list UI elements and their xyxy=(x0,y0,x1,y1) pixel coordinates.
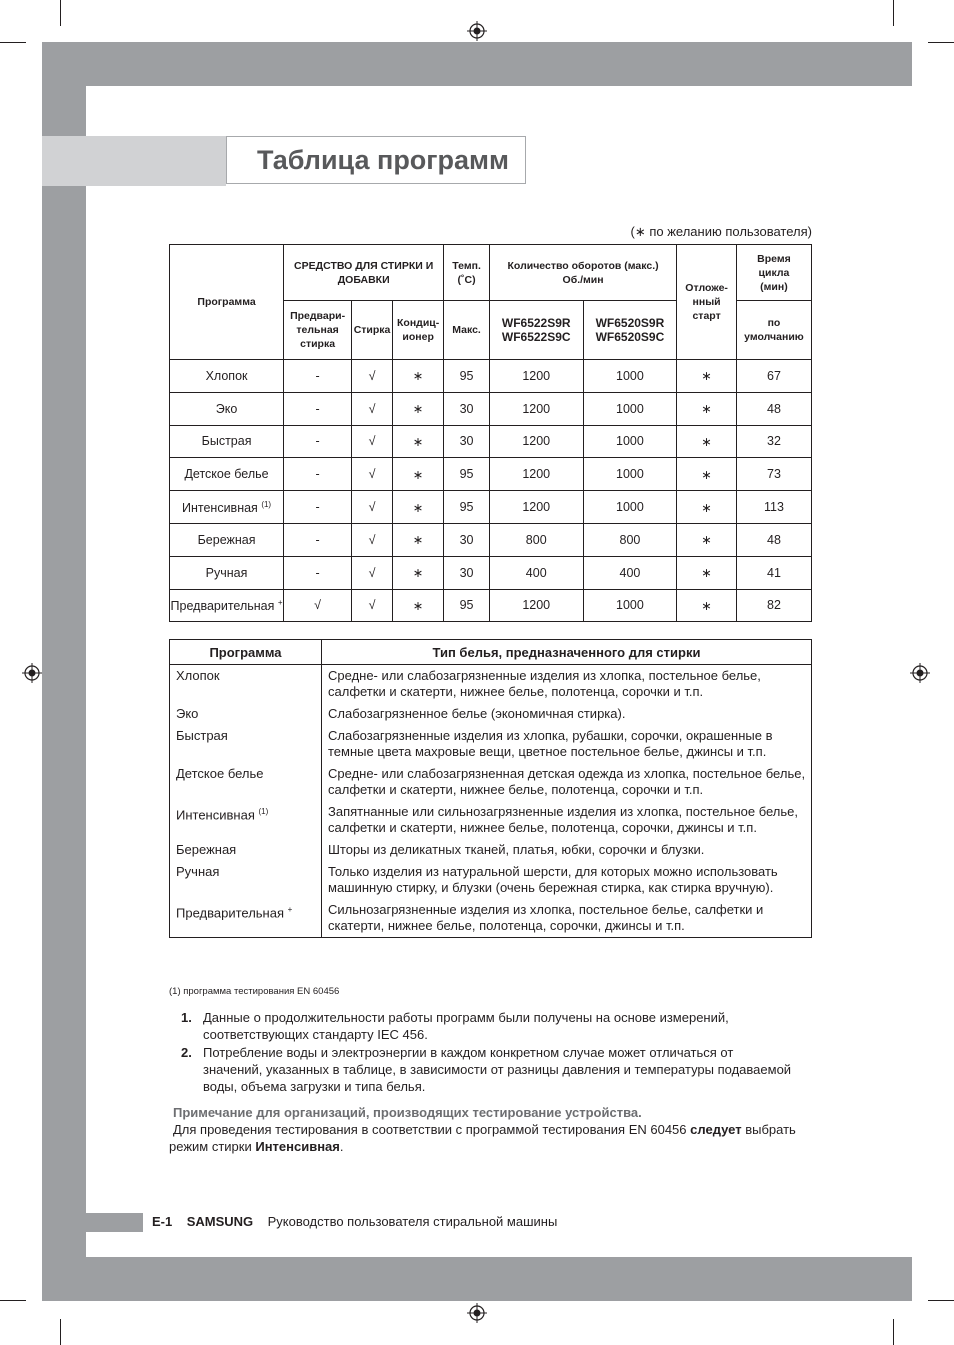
note-text: Потребление воды и электроэнергии в каждом конкретном случае может отличаться от значений, указанных в таблице, в зависимости от разницы давления и температуры подаваемой воды, объема загрузки и типа белья. xyxy=(203,1045,792,1094)
cell-time: 41 xyxy=(736,556,811,589)
remark-bold: Интенсивная xyxy=(255,1139,340,1154)
cell-spin-b: 1000 xyxy=(583,589,677,622)
cell-delay: ∗ xyxy=(677,392,737,425)
cell-time: 67 xyxy=(736,360,811,393)
th-cycle-default: по умолчанию xyxy=(736,301,811,360)
program-superscript: (1) xyxy=(258,807,269,816)
cell-description: Шторы из деликатных тканей, платья, юбки, сорочки и блузки. xyxy=(322,839,812,861)
cell-spin-b: 400 xyxy=(583,556,677,589)
th-fabric-program: Программа xyxy=(170,640,322,665)
crop-mark xyxy=(0,1300,26,1301)
cell-prewash: - xyxy=(284,556,352,589)
cell-delay: ∗ xyxy=(677,523,737,556)
program-superscript: + xyxy=(287,905,293,914)
table-row xyxy=(170,861,812,899)
program-name: Ручная xyxy=(176,864,220,879)
crop-mark xyxy=(928,42,954,43)
note-item xyxy=(175,1009,795,1043)
cell-spin-b: 1000 xyxy=(583,491,677,524)
cell-wash: √ xyxy=(352,360,393,393)
program-name: Быстрая xyxy=(176,728,228,743)
remark-text: Для проведения тестирования в соответствии с программой тестирования EN 60456 xyxy=(173,1122,687,1137)
title-box xyxy=(226,136,526,184)
table-row xyxy=(170,392,812,425)
th-delay: Отложе-нный старт xyxy=(677,245,737,360)
cell-delay: ∗ xyxy=(677,589,737,622)
cell-time: 32 xyxy=(736,425,811,458)
cell-description: Сильнозагрязненные изделия из хлопка, постельное белье, салфетки и скатерти, нижнее белье, полотенца, сорочки, джинсы и т.п. xyxy=(322,899,812,938)
table-row xyxy=(170,725,812,763)
crop-mark xyxy=(60,0,61,26)
program-name: Быстрая xyxy=(201,434,252,449)
cell-temp: 95 xyxy=(444,491,490,524)
cell-program xyxy=(170,392,284,425)
page-number: E-1 xyxy=(152,1214,173,1229)
cell-description: Только изделия из натуральной шерсти, для которых можно использовать машинную стирку, и блузки (очень бережная стирка, как стирка вручную). xyxy=(322,861,812,899)
note-number: 2. xyxy=(181,1045,192,1060)
table-row xyxy=(170,458,812,491)
cell-spin-a: 1200 xyxy=(489,360,583,393)
cell-program xyxy=(170,861,322,899)
cell-prewash: √ xyxy=(284,589,352,622)
cell-program xyxy=(170,703,322,725)
cell-spin-a: 400 xyxy=(489,556,583,589)
cell-wash: √ xyxy=(352,392,393,425)
remark-text: выбрать режим стирки xyxy=(169,1122,796,1154)
cell-softener: ∗ xyxy=(393,589,444,622)
cell-delay: ∗ xyxy=(677,425,737,458)
top-gray-band xyxy=(42,42,912,86)
optional-note: (∗ по желанию пользователя) xyxy=(630,224,812,239)
registration-mark-icon xyxy=(467,1303,487,1323)
table-row xyxy=(170,589,812,622)
cell-time: 73 xyxy=(736,458,811,491)
brand-name: SAMSUNG xyxy=(186,1214,254,1229)
program-name: Интенсивная xyxy=(176,807,255,823)
table-row xyxy=(170,763,812,801)
program-superscript: + xyxy=(277,597,283,607)
cell-spin-b: 1000 xyxy=(583,458,677,491)
note-number: 1. xyxy=(181,1010,192,1025)
cell-time: 82 xyxy=(736,589,811,622)
cell-spin-a: 1200 xyxy=(489,589,583,622)
remark-body xyxy=(169,1121,809,1155)
cell-program xyxy=(170,899,322,938)
cell-softener: ∗ xyxy=(393,425,444,458)
cell-temp: 95 xyxy=(444,458,490,491)
cell-softener: ∗ xyxy=(393,360,444,393)
program-name: Предварительная xyxy=(170,599,275,614)
cell-wash: √ xyxy=(352,556,393,589)
cell-prewash: - xyxy=(284,523,352,556)
table-row xyxy=(170,703,812,725)
cell-description: Слабозагрязненные изделия из хлопка, рубашки, сорочки, окрашенные в темные цвета махровые вещи, цветное постельное белье, джинсы и т.п. xyxy=(322,725,812,763)
table-row xyxy=(170,360,812,393)
th-softener: Кондиц-ионер xyxy=(393,301,444,360)
cell-spin-a: 1200 xyxy=(489,392,583,425)
cell-wash: √ xyxy=(352,425,393,458)
crop-mark xyxy=(60,1319,61,1345)
registration-mark-icon xyxy=(910,663,930,683)
program-name: Хлопок xyxy=(205,368,248,383)
program-name: Детское белье xyxy=(184,467,269,482)
th-fabric-type: Тип белья, предназначенного для стирки xyxy=(322,640,812,665)
th-temp: Темп. (˚C) xyxy=(444,245,490,301)
cell-wash: √ xyxy=(352,523,393,556)
cell-program xyxy=(170,458,284,491)
cell-spin-a: 1200 xyxy=(489,491,583,524)
cell-description: Запятнанные или сильнозагрязненные изделия из хлопка, постельное белье, салфетки и скатерти, нижнее белье, полотенца, сорочки, джинсы и т.п. xyxy=(322,801,812,839)
cell-program xyxy=(170,763,322,801)
cell-time: 48 xyxy=(736,392,811,425)
cell-spin-b: 1000 xyxy=(583,392,677,425)
cell-program xyxy=(170,360,284,393)
title-gray-panel xyxy=(42,136,226,186)
cell-time: 113 xyxy=(736,491,811,524)
cell-temp: 95 xyxy=(444,360,490,393)
remark-end: . xyxy=(339,1139,344,1154)
note-item xyxy=(175,1044,795,1095)
cell-delay: ∗ xyxy=(677,556,737,589)
registration-mark-icon xyxy=(467,21,487,41)
th-detergent: СРЕДСТВО ДЛЯ СТИРКИ И ДОБАВКИ xyxy=(284,245,444,301)
program-name: Хлопок xyxy=(176,668,220,683)
cell-temp: 30 xyxy=(444,392,490,425)
cell-spin-a: 1200 xyxy=(489,458,583,491)
cell-program xyxy=(170,725,322,763)
cell-delay: ∗ xyxy=(677,491,737,524)
crop-mark xyxy=(893,0,894,26)
table-row xyxy=(170,556,812,589)
th-wash: Стирка xyxy=(352,301,393,360)
table-row xyxy=(170,801,812,839)
cell-prewash: - xyxy=(284,491,352,524)
cell-temp: 30 xyxy=(444,556,490,589)
th-cycle: Время цикла (мин) xyxy=(736,245,811,301)
cell-softener: ∗ xyxy=(393,458,444,491)
page-title: Таблица программ xyxy=(256,144,509,175)
cell-wash: √ xyxy=(352,458,393,491)
cell-softener: ∗ xyxy=(393,491,444,524)
cell-temp: 30 xyxy=(444,425,490,458)
cell-temp: 30 xyxy=(444,523,490,556)
program-name: Эко xyxy=(215,401,238,416)
th-program: Программа xyxy=(170,245,284,360)
cell-prewash: - xyxy=(284,458,352,491)
cell-program xyxy=(170,801,322,839)
cell-spin-a: 1200 xyxy=(489,425,583,458)
footer-text: Руководство пользователя стиральной машины xyxy=(267,1214,558,1229)
registration-mark-icon xyxy=(22,663,42,683)
table-row xyxy=(170,839,812,861)
program-name: Эко xyxy=(176,706,199,721)
cell-program xyxy=(170,425,284,458)
bottom-gray-band xyxy=(42,1257,912,1301)
footnote: (1) программа тестирования EN 60456 xyxy=(169,986,340,997)
table-row xyxy=(170,491,812,524)
cell-description: Средне- или слабозагрязненная детская одежда из хлопка, постельное белье, салфетки и скатерти, нижнее белье, полотенца, сорочки и т.п. xyxy=(322,763,812,801)
cell-description: Слабозагрязненное белье (экономичная стирка). xyxy=(322,703,812,725)
th-prewash: Предвари-тельная стирка xyxy=(284,301,352,360)
cell-spin-a: 800 xyxy=(489,523,583,556)
program-superscript: (1) xyxy=(261,499,272,509)
cell-program xyxy=(170,839,322,861)
cell-prewash: - xyxy=(284,392,352,425)
cell-description: Средне- или слабозагрязненные изделия из хлопка, постельное белье, салфетки и скатерти, нижнее белье, полотенца, сорочки и т.п. xyxy=(322,665,812,704)
crop-mark xyxy=(928,1300,954,1301)
program-name: Ручная xyxy=(205,565,248,580)
cell-softener: ∗ xyxy=(393,556,444,589)
crop-mark xyxy=(893,1319,894,1345)
testing-remark xyxy=(169,1104,809,1155)
fabric-table xyxy=(169,639,812,938)
th-spin: Количество оборотов (макс.) Об./мин xyxy=(489,245,676,301)
notes-list xyxy=(175,1009,795,1096)
program-name: Предварительная xyxy=(176,905,284,921)
cell-spin-b: 1000 xyxy=(583,360,677,393)
note-text: Данные о продолжительности работы программ были получены на основе измерений, соответствующих стандарту IEC 456. xyxy=(203,1010,729,1042)
cell-spin-b: 1000 xyxy=(583,425,677,458)
program-name: Интенсивная xyxy=(182,500,258,515)
remark-bold: следует xyxy=(690,1122,742,1137)
cell-softener: ∗ xyxy=(393,392,444,425)
cell-program xyxy=(170,523,284,556)
cell-time: 48 xyxy=(736,523,811,556)
cell-program xyxy=(170,556,284,589)
footer-gray-bar xyxy=(42,1213,143,1232)
left-gray-band xyxy=(42,42,86,1301)
cell-wash: √ xyxy=(352,491,393,524)
program-table xyxy=(169,244,812,622)
table-row xyxy=(170,523,812,556)
program-name: Бережная xyxy=(176,842,237,857)
cell-program xyxy=(170,589,284,622)
cell-delay: ∗ xyxy=(677,360,737,393)
program-name: Детское белье xyxy=(176,766,264,781)
th-model-b: WF6520S9R WF6520S9C xyxy=(583,301,677,360)
crop-mark xyxy=(0,42,26,43)
cell-program xyxy=(170,491,284,524)
remark-heading: Примечание для организаций, производящих тестирование устройства. xyxy=(173,1105,642,1120)
table-row xyxy=(170,425,812,458)
cell-spin-b: 800 xyxy=(583,523,677,556)
th-model-a: WF6522S9R WF6522S9C xyxy=(489,301,583,360)
cell-softener: ∗ xyxy=(393,523,444,556)
table-row xyxy=(170,899,812,938)
cell-program xyxy=(170,665,322,704)
cell-delay: ∗ xyxy=(677,458,737,491)
cell-wash: √ xyxy=(352,589,393,622)
table-row xyxy=(170,665,812,704)
cell-temp: 95 xyxy=(444,589,490,622)
th-temp-max: Макс. xyxy=(444,301,490,360)
cell-prewash: - xyxy=(284,425,352,458)
page-footer xyxy=(152,1214,557,1229)
program-name: Бережная xyxy=(197,532,256,547)
cell-prewash: - xyxy=(284,360,352,393)
